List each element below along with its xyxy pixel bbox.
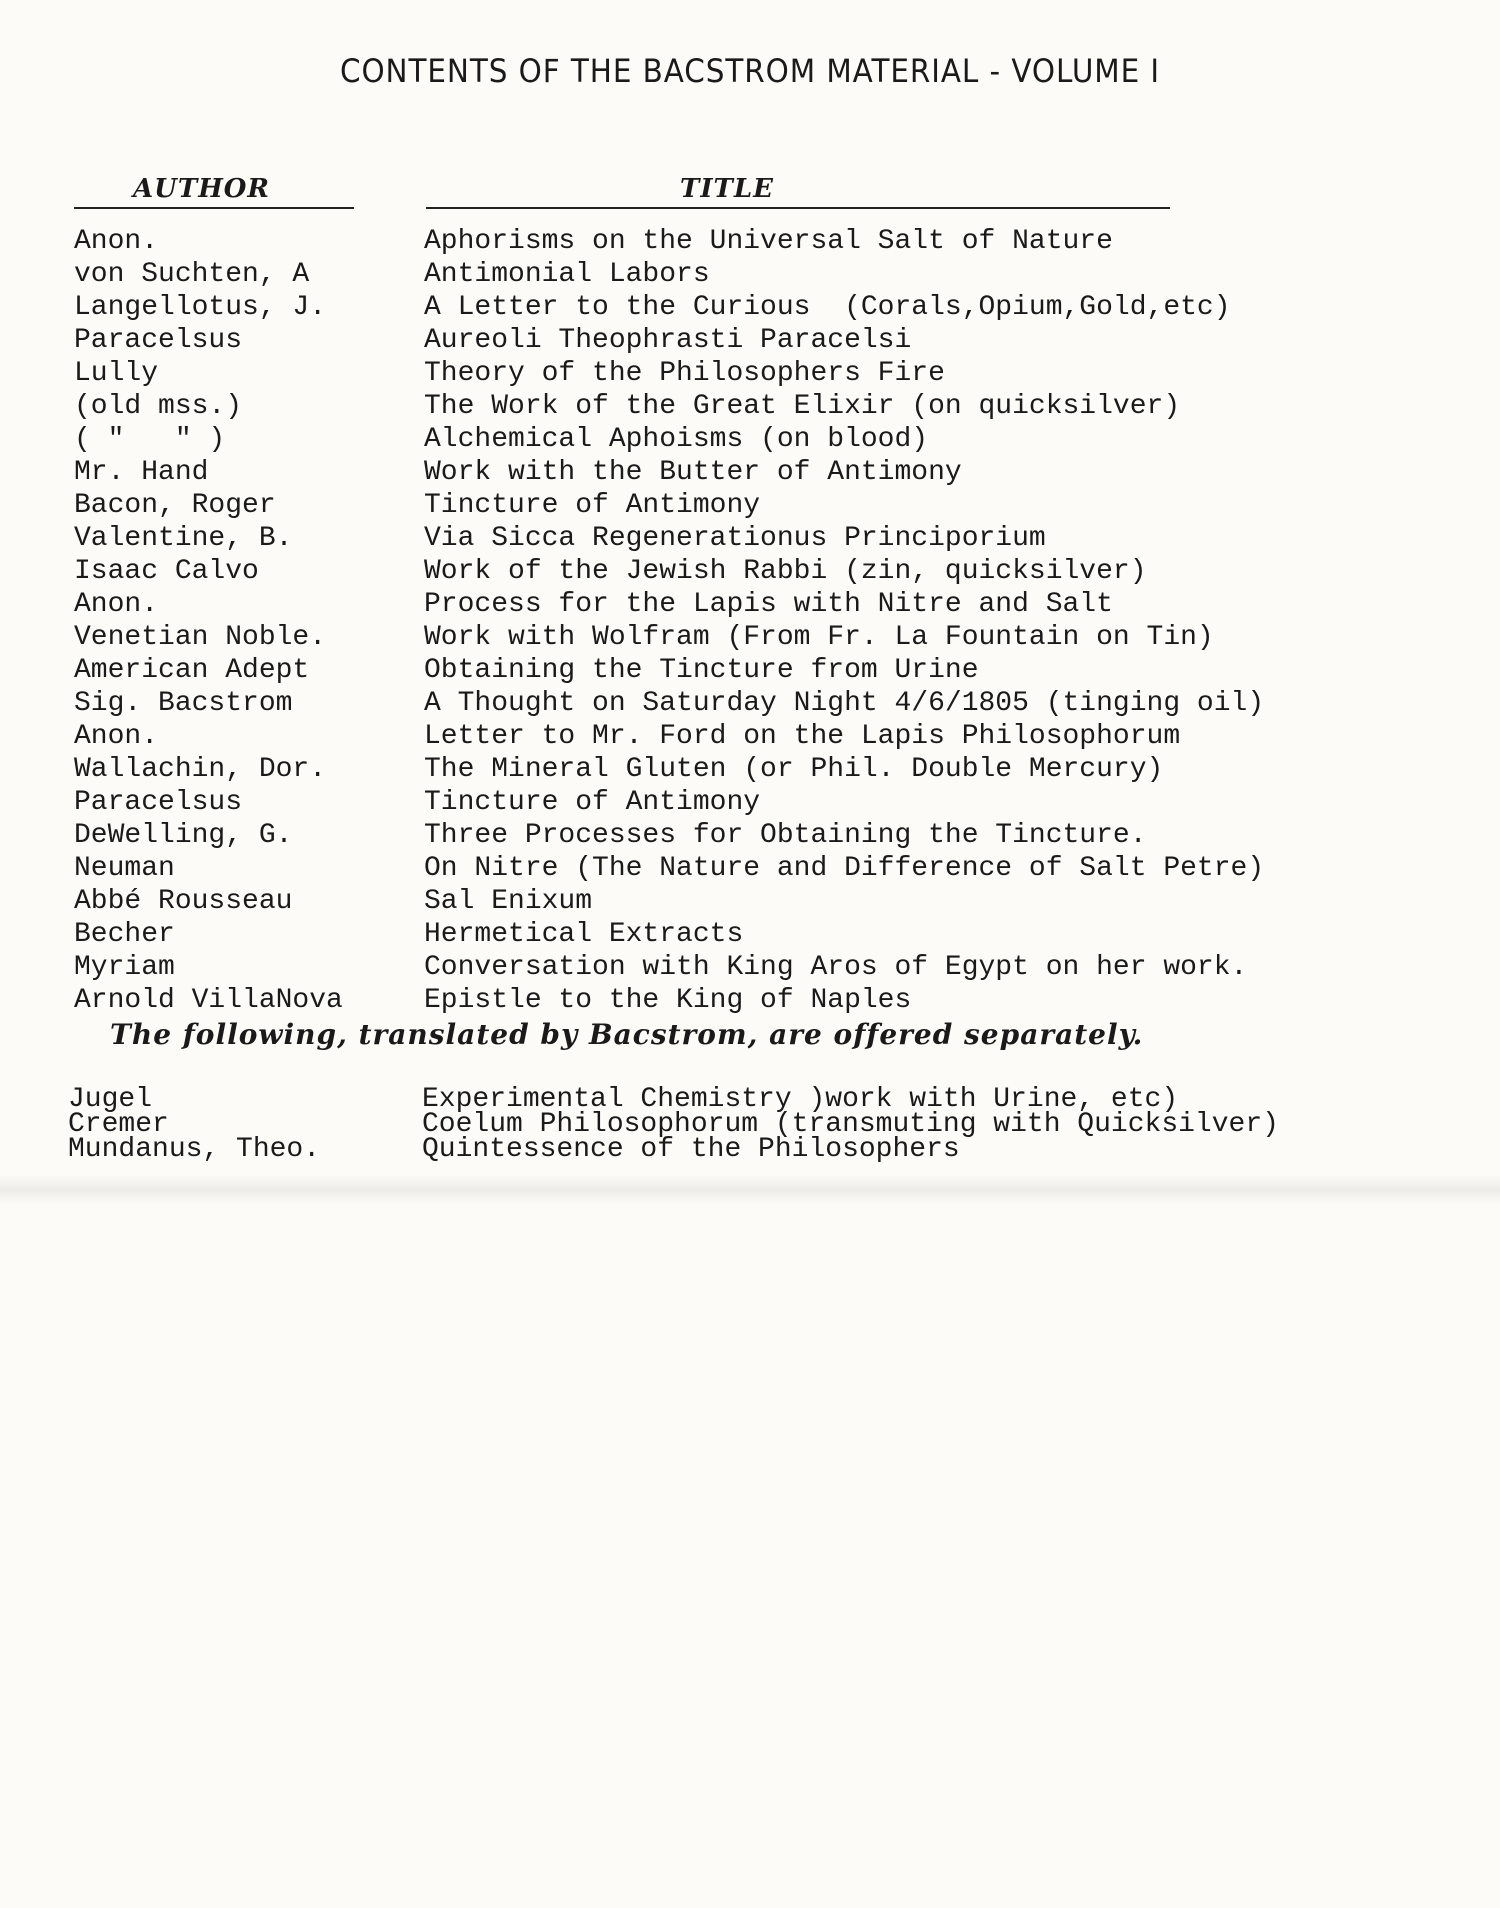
entry-title: Aureoli Theophrasti Paracelsi — [424, 325, 912, 356]
entry-author: Mr. Hand — [74, 457, 209, 488]
contents-row — [0, 423, 1500, 456]
entry-title: Coelum Philosophorum (transmuting with Quicksilver) — [422, 1109, 1279, 1140]
contents-row — [0, 324, 1500, 357]
entry-title: The Mineral Gluten (or Phil. Double Mercury) — [424, 754, 1164, 785]
entry-author: Lully — [74, 358, 159, 389]
document-title: CONTENTS OF THE BACSTROM MATERIAL - VOLUME I — [339, 52, 1161, 90]
entry-author: Myriam — [74, 952, 175, 983]
contents-row — [0, 753, 1500, 786]
entry-title: The Work of the Great Elixir (on quicksilver) — [424, 391, 1181, 422]
contents-row — [0, 357, 1500, 390]
entry-title: Work with Wolfram (From Fr. La Fountain on Tin) — [424, 622, 1214, 653]
entry-title: On Nitre (The Nature and Difference of Salt Petre) — [424, 853, 1265, 884]
entry-title: Antimonial Labors — [424, 259, 710, 290]
contents-list — [0, 225, 1500, 1017]
contents-row — [0, 588, 1500, 621]
entry-author: Mundanus, Theo. — [68, 1134, 321, 1165]
entry-author: Anon. — [74, 226, 159, 257]
author-header-underline — [74, 207, 354, 209]
contents-row — [0, 720, 1500, 753]
entry-author: Becher — [74, 919, 175, 950]
entry-author: Jugel — [68, 1084, 153, 1115]
contents-row — [0, 555, 1500, 588]
entry-author: (old mss.) — [74, 391, 243, 422]
title-column-header: TITLE — [680, 174, 774, 204]
contents-row — [0, 786, 1500, 819]
entry-author: Valentine, B. — [74, 523, 293, 554]
contents-row — [0, 918, 1500, 951]
entry-title: Obtaining the Tincture from Urine — [424, 655, 979, 686]
contents-row — [0, 225, 1500, 258]
entry-author: Langellotus, J. — [74, 292, 327, 323]
contents-row — [0, 456, 1500, 489]
entry-title: Sal Enixum — [424, 886, 593, 917]
contents-row — [0, 1134, 1500, 1165]
contents-row — [0, 885, 1500, 918]
entry-title: Quintessence of the Philosophers — [422, 1134, 960, 1165]
entry-title: Theory of the Philosophers Fire — [424, 358, 945, 389]
contents-row — [0, 687, 1500, 720]
entry-title: A Letter to the Curious (Corals,Opium,Gold,etc) — [424, 292, 1231, 323]
entry-author: Sig. Bacstrom — [74, 688, 293, 719]
contents-row — [0, 852, 1500, 885]
contents-row — [0, 390, 1500, 423]
entry-author: Paracelsus — [74, 787, 243, 818]
entry-author: Anon. — [74, 589, 159, 620]
separate-offer-note: The following, translated by Bacstrom, are offered separately. — [110, 1018, 1144, 1051]
contents-row — [0, 984, 1500, 1017]
entry-title: Process for the Lapis with Nitre and Salt — [424, 589, 1113, 620]
entry-title: Tincture of Antimony — [424, 490, 761, 521]
entry-author: Isaac Calvo — [74, 556, 259, 587]
entry-title: Epistle to the King of Naples — [424, 985, 912, 1016]
entry-title: Alchemical Aphoisms (on blood) — [424, 424, 929, 455]
entry-author: von Suchten, A — [74, 259, 310, 290]
entry-author: Wallachin, Dor. — [74, 754, 327, 785]
title-header-underline — [426, 207, 1170, 209]
entry-author: Arnold VillaNova — [74, 985, 343, 1016]
entry-title: Experimental Chemistry )work with Urine, etc) — [422, 1084, 1179, 1115]
contents-row — [0, 951, 1500, 984]
contents-row — [0, 522, 1500, 555]
entry-author: ( " " ) — [74, 424, 226, 455]
entry-title: Work of the Jewish Rabbi (zin, quicksilver) — [424, 556, 1147, 587]
entry-author: Bacon, Roger — [74, 490, 276, 521]
entry-author: American Adept — [74, 655, 310, 686]
author-column-header: AUTHOR — [133, 174, 271, 204]
entry-author: Paracelsus — [74, 325, 243, 356]
entry-title: Tincture of Antimony — [424, 787, 761, 818]
contents-row — [0, 291, 1500, 324]
contents-row — [0, 654, 1500, 687]
contents-row — [0, 489, 1500, 522]
entry-title: Via Sicca Regenerationus Principorium — [424, 523, 1046, 554]
separate-contents-list — [0, 1084, 1500, 1165]
contents-row — [0, 819, 1500, 852]
entry-title: Work with the Butter of Antimony — [424, 457, 962, 488]
contents-row — [0, 621, 1500, 654]
entry-author: Cremer — [68, 1109, 169, 1140]
entry-title: Hermetical Extracts — [424, 919, 744, 950]
entry-title: Aphorisms on the Universal Salt of Nature — [424, 226, 1113, 257]
entry-title: Three Processes for Obtaining the Tincture. — [424, 820, 1147, 851]
entry-author: Venetian Noble. — [74, 622, 327, 653]
entry-title: A Thought on Saturday Night 4/6/1805 (tinging oil) — [424, 688, 1265, 719]
entry-author: Abbé Rousseau — [74, 886, 293, 917]
entry-author: DeWelling, G. — [74, 820, 293, 851]
entry-author: Anon. — [74, 721, 159, 752]
entry-title: Conversation with King Aros of Egypt on her work. — [424, 952, 1248, 983]
entry-author: Neuman — [74, 853, 175, 884]
contents-row — [0, 258, 1500, 291]
entry-title: Letter to Mr. Ford on the Lapis Philosophorum — [424, 721, 1181, 752]
paper-smudge — [0, 1175, 1500, 1205]
